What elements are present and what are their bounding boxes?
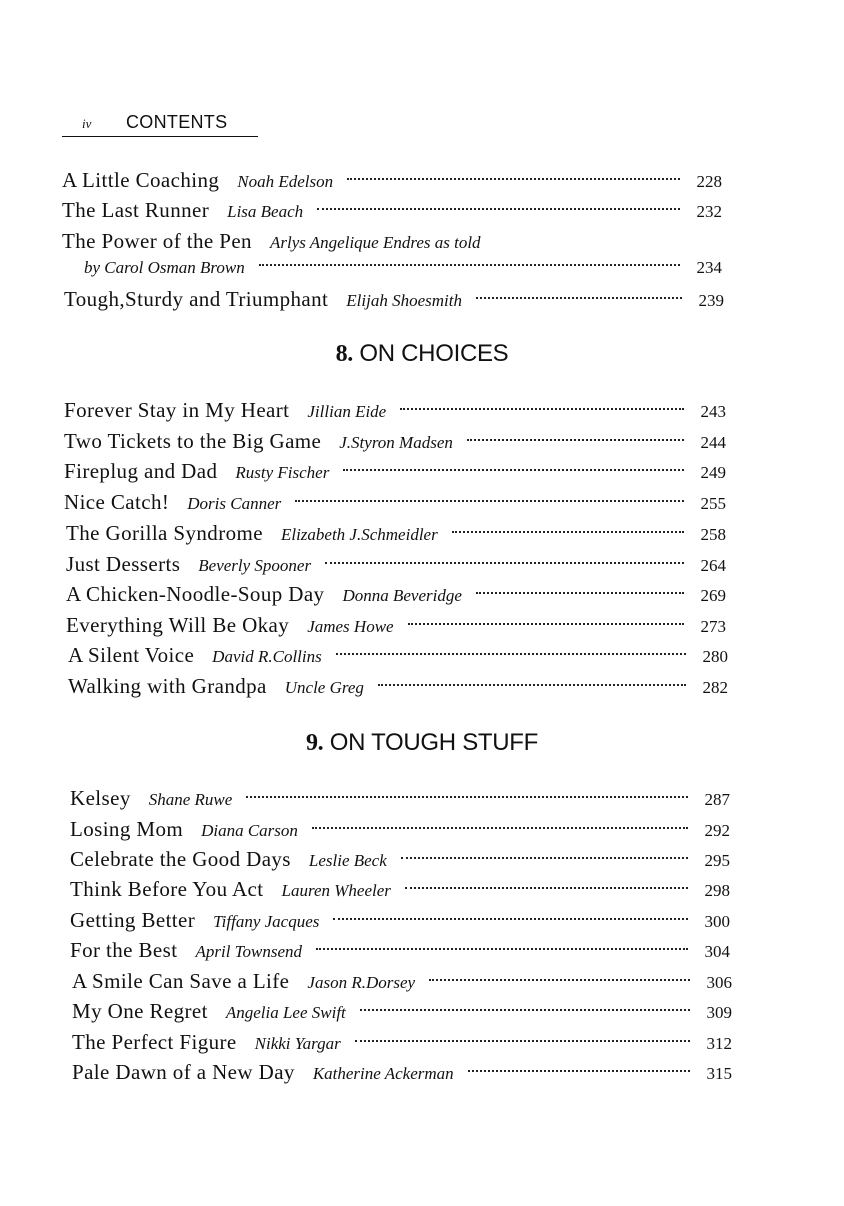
dot-leader (405, 887, 688, 889)
toc-entry[interactable] (70, 877, 730, 905)
toc-entry[interactable] (68, 674, 728, 702)
entry-author: Donna Beveridge (342, 586, 462, 605)
dot-leader (347, 178, 680, 180)
entry-author: J.Styron Madsen (339, 433, 453, 452)
dot-leader (476, 592, 684, 594)
entry-title: Everything Will Be Okay (66, 613, 290, 637)
entry-author: Lisa Beach (227, 202, 304, 221)
entry-author: Diana Carson (201, 821, 298, 840)
dot-leader (452, 531, 684, 533)
toc-entry[interactable] (66, 552, 726, 580)
entry-author: Doris Canner (187, 494, 282, 513)
header-title: CONTENTS (126, 112, 228, 132)
entry-title: Nice Catch! (64, 490, 170, 514)
toc-entry[interactable] (64, 429, 726, 457)
entry-page: 243 (700, 402, 726, 421)
entry-page: 280 (702, 647, 728, 666)
entry-title: The Last Runner (62, 198, 210, 222)
section-title: ON CHOICES (359, 340, 509, 367)
entry-title: Walking with Grandpa (68, 674, 267, 698)
entry-author: Beverly Spooner (198, 556, 312, 575)
entry-page: 300 (704, 912, 730, 931)
dot-leader (317, 208, 680, 210)
entry-title: Two Tickets to the Big Game (64, 429, 322, 453)
toc-entry[interactable] (72, 1060, 732, 1088)
entry-title: Just Desserts (66, 552, 181, 576)
entry-author: Tiffany Jacques (213, 912, 320, 931)
entry-page: 273 (700, 617, 726, 636)
entry-author: Leslie Beck (308, 851, 387, 870)
entry-title: The Gorilla Syndrome (66, 521, 263, 545)
dot-leader (295, 500, 684, 502)
dot-leader (360, 1009, 690, 1011)
dot-leader (343, 469, 684, 471)
toc-entry[interactable] (64, 287, 724, 315)
entry-author: April Townsend (195, 942, 303, 961)
dot-leader (468, 1070, 690, 1072)
dot-leader (336, 653, 686, 655)
entry-title: A Silent Voice (68, 643, 195, 667)
toc-entry[interactable] (64, 398, 726, 426)
entry-page: 306 (706, 973, 732, 992)
entry-title: Losing Mom (70, 817, 184, 841)
entry-author: Rusty Fischer (235, 463, 330, 482)
entry-page: 287 (704, 790, 730, 809)
entry-title: Fireplug and Dad (64, 459, 218, 483)
section-number: 8. (335, 341, 353, 367)
toc-entry[interactable] (62, 198, 722, 226)
entry-title: Forever Stay in My Heart (64, 398, 290, 422)
dot-leader (246, 796, 688, 798)
entry-title: Getting Better (70, 908, 196, 932)
entry-page: 312 (706, 1034, 732, 1053)
entry-page: 315 (706, 1064, 732, 1083)
entry-page: 244 (700, 433, 726, 452)
dot-leader (476, 297, 682, 299)
page-header (62, 112, 258, 137)
toc-entry[interactable] (66, 582, 726, 610)
entry-title: For the Best (70, 938, 178, 962)
entry-page: 232 (696, 202, 722, 221)
toc-entry[interactable] (70, 817, 730, 845)
entry-page: 309 (706, 1003, 732, 1022)
toc-entry[interactable] (72, 1030, 732, 1058)
toc-entry[interactable] (62, 168, 722, 196)
entry-page: 249 (700, 463, 726, 482)
entry-author: Arlys Angelique Endres as told (269, 233, 481, 252)
toc-entry[interactable] (66, 521, 726, 549)
entry-page: 295 (704, 851, 730, 870)
entry-author: Shane Ruwe (148, 790, 233, 809)
entry-page: 264 (700, 556, 726, 575)
entry-title: A Little Coaching (62, 168, 220, 192)
entry-author: Lauren Wheeler (281, 881, 391, 900)
entry-title: A Smile Can Save a Life (72, 969, 290, 993)
entry-title: The Power of the Pen (62, 229, 252, 253)
entry-page: 228 (696, 172, 722, 191)
dot-leader (429, 979, 690, 981)
entry-title: Tough,Sturdy and Triumphant (64, 287, 329, 311)
toc-entry[interactable] (62, 229, 722, 257)
entry-page: 298 (704, 881, 730, 900)
entry-author: Elijah Shoesmith (346, 291, 462, 310)
entry-author: Jason R.Dorsey (307, 973, 416, 992)
entry-title: Kelsey (70, 786, 131, 810)
toc-entry[interactable] (70, 847, 730, 875)
section-title: ON TOUGH STUFF (329, 729, 539, 756)
dot-leader (400, 408, 684, 410)
entry-page: 258 (700, 525, 726, 544)
toc-entry[interactable] (72, 969, 732, 997)
dot-leader (401, 857, 688, 859)
entry-author: James Howe (307, 617, 394, 636)
entry-author: Noah Edelson (237, 172, 334, 191)
dot-leader (467, 439, 684, 441)
toc-entry[interactable] (66, 613, 726, 641)
entry-page: 234 (696, 258, 722, 277)
entry-title: A Chicken-Noodle-Soup Day (66, 582, 325, 606)
toc-entry[interactable] (70, 908, 730, 936)
toc-entry-continuation[interactable] (84, 258, 722, 286)
dot-leader (408, 623, 684, 625)
section-heading (0, 729, 844, 757)
entry-author: Katherine Ackerman (312, 1064, 454, 1083)
dot-leader (333, 918, 688, 920)
toc-entry[interactable] (68, 643, 728, 671)
dot-leader (378, 684, 686, 686)
dot-leader (259, 264, 680, 266)
entry-author-continued: by Carol Osman Brown (84, 258, 245, 277)
dot-leader (325, 562, 684, 564)
dot-leader (312, 827, 688, 829)
entry-author: Nikki Yargar (254, 1034, 341, 1053)
entry-title: My One Regret (72, 999, 208, 1023)
toc-entry[interactable] (70, 938, 730, 966)
entry-title: Celebrate the Good Days (70, 847, 291, 871)
entry-author: Jillian Eide (307, 402, 387, 421)
dot-leader (316, 948, 688, 950)
entry-author: Angelia Lee Swift (225, 1003, 346, 1022)
entry-author: David R.Collins (212, 647, 322, 666)
section-number: 9. (305, 730, 324, 756)
section-heading (0, 340, 844, 368)
entry-page: 239 (698, 291, 724, 310)
entry-page: 292 (704, 821, 730, 840)
entry-page: 282 (702, 678, 728, 697)
entry-author: Uncle Greg (284, 678, 364, 697)
entry-title: Pale Dawn of a New Day (72, 1060, 295, 1084)
toc-entry[interactable] (64, 490, 726, 518)
entry-author: Elizabeth J.Schmeidler (280, 525, 438, 544)
entry-page: 255 (700, 494, 726, 513)
dot-leader (355, 1040, 690, 1042)
entry-title: The Perfect Figure (72, 1030, 237, 1054)
entry-page: 269 (700, 586, 726, 605)
entry-page: 304 (704, 942, 730, 961)
entry-title: Think Before You Act (70, 877, 264, 901)
toc-entry[interactable] (70, 786, 730, 814)
page-numeral: iv (82, 116, 92, 131)
toc-entry[interactable] (64, 459, 726, 487)
toc-entry[interactable] (72, 999, 732, 1027)
